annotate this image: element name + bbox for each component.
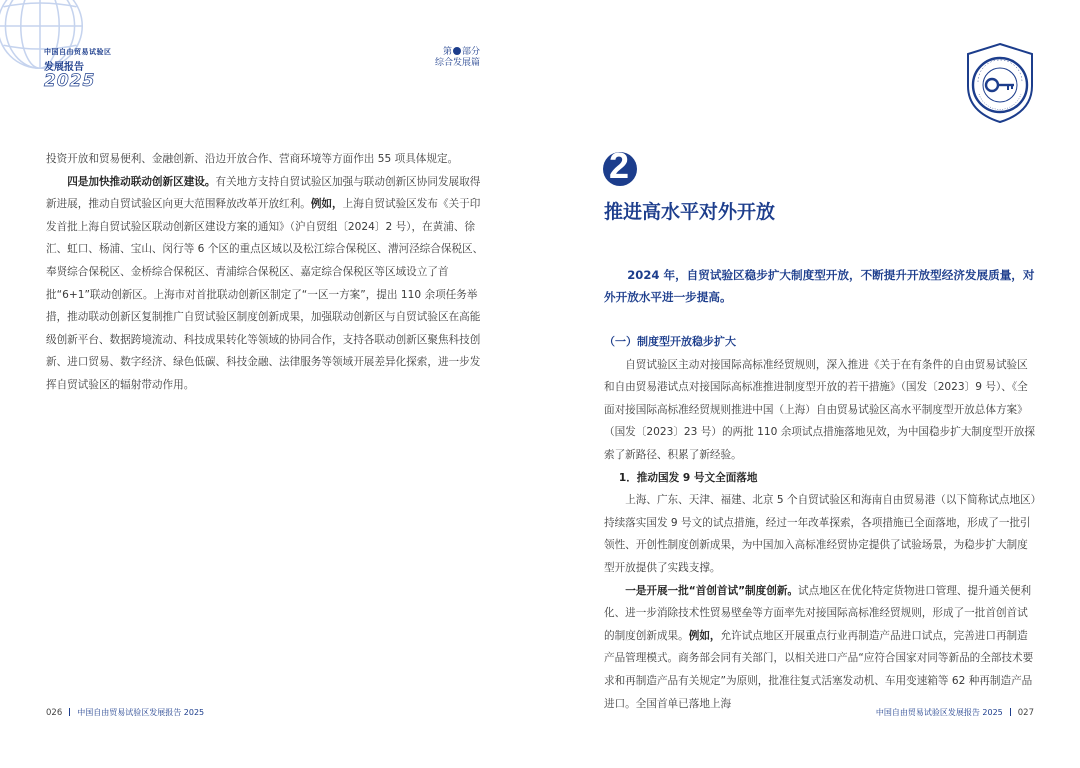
paragraph-lead-bold: 四是加快推动联动创新区建设。 <box>67 175 216 188</box>
part-label <box>424 47 480 69</box>
subsection-heading: 1．推动国发 9 号文全面落地 <box>618 471 758 484</box>
chapter-number-badge <box>603 145 637 186</box>
paragraph <box>604 580 1036 716</box>
paragraph-text: 允许试点地区开展重点行业再制造产品进口试点，完善进口再制造产品管理模式。商务部会同有关部门，以相关进口产品“应符合国家对同等新品的全部技术要求和再制造产品有关规定”为原则，批准往复式活塞发动机、车用变速箱等 62 种再制造产品进口。全国首单已落地上海 <box>604 629 1034 710</box>
paragraph <box>46 171 488 397</box>
page-number: 027 <box>1017 708 1034 718</box>
think-tank-seal-icon <box>964 42 1036 124</box>
right-page-body <box>604 331 1036 715</box>
page-number: 026 <box>46 708 63 718</box>
part-prefix: 第 <box>442 47 452 57</box>
part-subtitle: 综合发展篇 <box>434 58 480 68</box>
footer-divider <box>1010 708 1011 716</box>
paragraph: 投资开放和贸易便利、金融创新、沿边开放合作、营商环境等方面作出 55 项具体规定。 <box>46 153 459 165</box>
footer-title: 中国自由贸易试验区发展报告 2025 <box>875 708 1003 717</box>
header-report-name: 发展报告 <box>44 62 84 73</box>
paragraph-lead-bold: 一是开展一批“首创首试”制度创新。 <box>625 584 799 597</box>
paragraph-text: 试点地区在优化特定货物进口管理、提升通关便利化、进一步消除技术性贸易壁垒等方面率先对接国际高标准经贸规则，形成了一批首创首试的制度创新成果。 <box>604 584 1032 642</box>
header-year: 2025 <box>44 71 96 91</box>
chapter-lead: 2024 年，自贸试验区稳步扩大制度型开放，不断提升开放型经济发展质量，对外开放水平进一步提高。 <box>604 268 1035 304</box>
part-number-dot-icon <box>453 47 461 55</box>
footer-title: 中国自由贸易试验区发展报告 2025 <box>77 708 205 717</box>
report-header-logo <box>44 47 112 90</box>
left-footer <box>46 707 204 718</box>
chapter-title: 推进高水平对外开放 <box>604 201 776 223</box>
footer-divider <box>69 708 70 716</box>
header-org-name: 中国自由贸易试验区 <box>44 48 112 56</box>
right-footer <box>876 707 1034 718</box>
paragraph: 自贸试验区主动对接国际高标准经贸规则，深入推进《关于在有条件的自由贸易试验区和自由贸易港试点对接国际高标准推进制度型开放的若干措施》（国发〔2023〕9 号）、《全面对接国际高标准经贸规则推进中国（上海）自由贸易试验区高水平制度型开放总体方案》（国发〔2023〕23 号）的两批 110 余项试点措施落地见效，为中国稳步扩大制度型开放探索了新路径、积累了新经验。 <box>604 358 1035 461</box>
example-lead-bold: 例如， <box>310 198 343 211</box>
example-lead-bold: 例如， <box>688 629 721 642</box>
chapter-number: 2 <box>609 145 630 186</box>
left-page-body <box>46 148 488 397</box>
section-heading: （一）制度型开放稳步扩大 <box>604 335 736 348</box>
paragraph: 上海、广东、天津、福建、北京 5 个自贸试验区和海南自由贸易港（以下简称试点地区）持续落实国发 9 号文的试点措施，经过一年改革探索，各项措施已全面落地，形成了一批引领性、开创性制度创新成果，为中国加入高标准经贸协定提供了试验场景，为稳步扩大制度型开放提供了实践支撑。 <box>604 494 1036 574</box>
paragraph-text: 有关地方支持自贸试验区加强与联动创新区协同发展取得新进展，推动自贸试验区向更大范围释放改革开放红利。 <box>46 175 481 211</box>
paragraph-text: 上海自贸试验区发布《关于印发首批上海自贸试验区联动创新区建设方案的通知》（沪自贸组〔2024〕2 号），在黄浦、徐汇、虹口、杨浦、宝山、闵行等 6 个区的重点区域以及松江综合保税区、漕河泾综合保税区、奉贤综合保税区、金桥综合保税区、青浦综合保税区、嘉定综合保税区等区域设立了首批“6+1”联动创新区。上海市对首批联动创新区制定了“一区一方案”，提出 110 余项任务举措，推动联动创新区复制推广自贸试验区制度创新成果，加强联动创新区与自贸试验区在高能级创新平台、数据跨境流动、科技成果转化等领域的协同合作，支持各联动创新区聚焦科技创新、进口贸易、数字经济、绿色低碳、科技金融、法律服务等领域开展差异化探索，进一步发挥自贸试验区的辐射带动作用。 <box>46 198 484 391</box>
part-suffix: 部分 <box>461 47 480 57</box>
